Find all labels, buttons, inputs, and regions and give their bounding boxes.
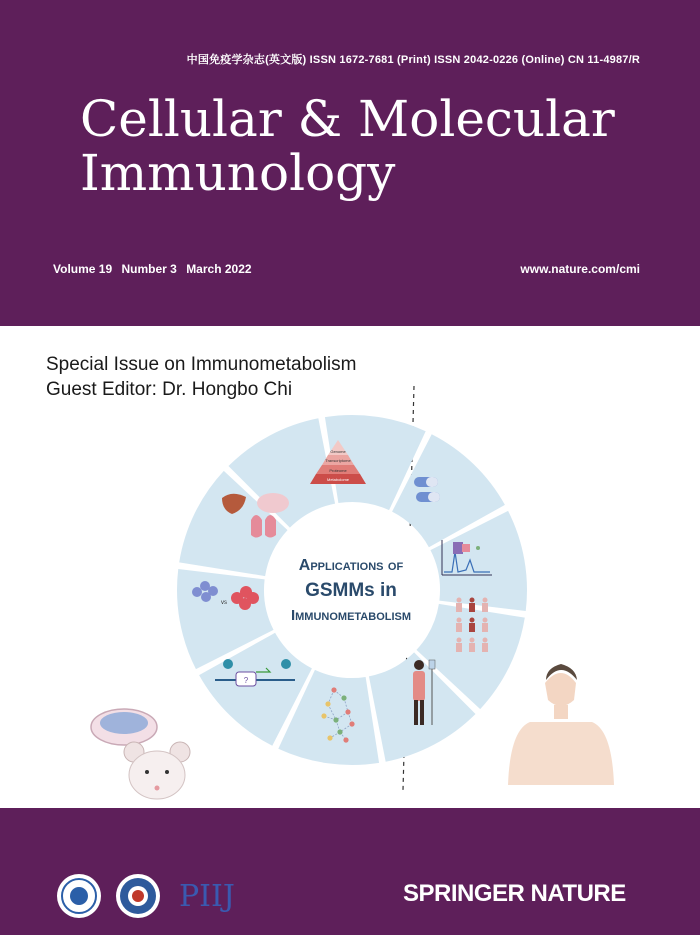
person-body — [469, 623, 475, 632]
center-line1: Applications of — [298, 557, 404, 574]
network-node — [327, 735, 332, 740]
journal-url: www.nature.com/cmi — [520, 262, 640, 276]
person-head — [470, 598, 475, 603]
journal-title — [80, 92, 615, 200]
pyramid-label-genome: Genome — [330, 449, 346, 454]
person-body — [469, 603, 475, 612]
journal-title-line2: Immunology — [80, 144, 396, 202]
guest-editor: Guest Editor: Dr. Hongbo Chi — [46, 379, 293, 400]
piij-logo — [179, 879, 235, 914]
person-head — [470, 618, 475, 623]
footer-logos — [55, 872, 255, 922]
vs-label: vs — [221, 600, 227, 606]
network-node — [333, 717, 338, 722]
person-head — [457, 598, 462, 603]
person-body — [482, 603, 488, 612]
issue-info — [53, 262, 258, 276]
person-head — [483, 638, 488, 643]
population-icon — [456, 598, 488, 653]
society-logo-1 — [57, 874, 101, 918]
network-node — [343, 737, 348, 742]
person-body — [456, 623, 462, 632]
network-node — [321, 713, 326, 718]
network-node — [349, 721, 354, 726]
person-head — [483, 598, 488, 603]
mouse-icon — [124, 742, 190, 799]
network-node — [325, 701, 330, 706]
pyramid-label-proteome: Proteome — [329, 468, 347, 473]
center-line2: GSMMs in — [305, 580, 397, 601]
person-body — [456, 603, 462, 612]
network-node — [337, 729, 342, 734]
person-body — [469, 643, 475, 652]
volume: Volume 19 — [53, 262, 113, 276]
person-head — [457, 638, 462, 643]
network-node — [345, 709, 350, 714]
pyramid-label-metabolome: Metabolome — [326, 477, 350, 482]
wheel-center-title — [259, 553, 443, 628]
journal-title-line1: Cellular & Molecular — [80, 90, 615, 148]
network-node — [331, 687, 336, 692]
piij-logo-text: PIIJ — [179, 879, 235, 914]
human-figure-icon — [508, 664, 614, 785]
person-head — [470, 638, 475, 643]
number: Number 3 — [121, 262, 177, 276]
issue-date: March 2022 — [186, 262, 252, 276]
network-node — [341, 695, 346, 700]
publisher-logo: SPRINGER NATURE — [403, 880, 626, 907]
petri-dish-icon — [91, 709, 157, 745]
person-body — [482, 643, 488, 652]
center-line3: Immunometabolism — [290, 607, 412, 624]
issn-line: 中国免疫学杂志(英文版) ISSN 1672-7681 (Print) ISSN 2042-0226 (Online) CN 11-4987/R — [186, 54, 640, 66]
special-issue-title: Special Issue on Immunometabolism — [46, 354, 357, 375]
person-body — [482, 623, 488, 632]
person-body — [456, 643, 462, 652]
person-head — [483, 618, 488, 623]
pyramid-label-transcriptome: Transcriptome — [325, 458, 351, 463]
person-head — [457, 618, 462, 623]
question-label: ? — [243, 676, 249, 685]
society-logo-2 — [116, 874, 160, 918]
